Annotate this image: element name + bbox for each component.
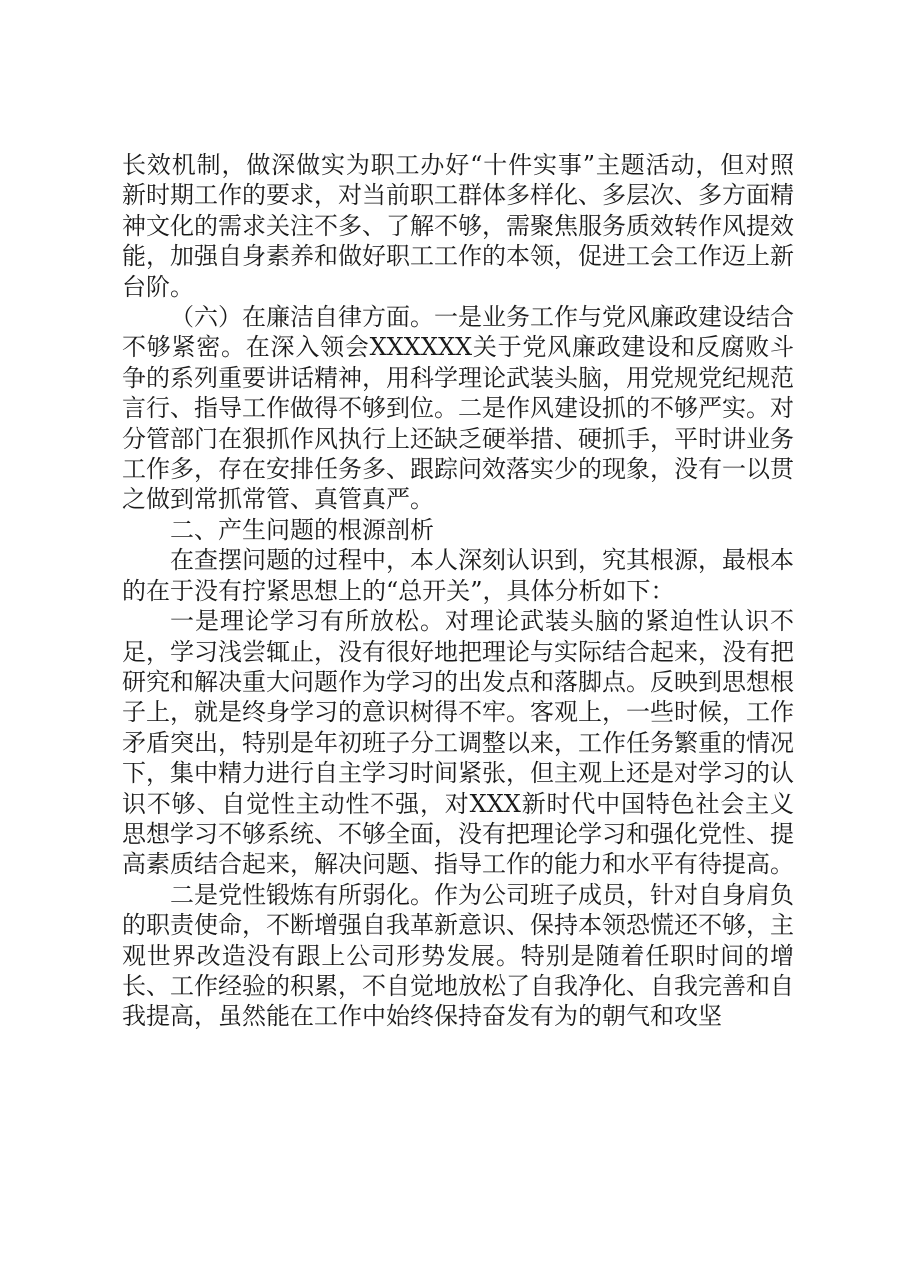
document-body xyxy=(122,150,794,1032)
paragraph-party-spirit: 二是党性锻炼有所弱化。作为公司班子成员，针对自身肩负的职责使命，不断增强自我革新意识、保持本领恐慌还不够，主观世界改造没有跟上公司形势发展。特别是随着任职时间的增长、工作经验的积累，不自觉地放松了自我净化、自我完善和自我提高，虽然能在工作中始终保持奋发有为的朝气和攻坚 xyxy=(122,880,794,1031)
section-heading-root-cause: 二、产生问题的根源剖析 xyxy=(170,515,434,544)
paragraph-root-cause-intro: 在查摆问题的过程中，本人深刻认识到，究其根源，最根本的在于没有拧紧思想上的“总开关”，具体分析如下： xyxy=(122,546,794,605)
paragraph-continuation: 长效机制，做深做实为职工办好“十件实事”主题活动，但对照新时期工作的要求，对当前职工群体多样化、多层次、多方面精神文化的需求关注不多、了解不够，需聚焦服务质效转作风提效能，加强自身素养和做好职工工作的本领，促进工会工作迈上新台阶。 xyxy=(122,151,794,301)
paragraph-theory-study: 一是理论学习有所放松。对理论武装头脑的紧迫性认识不足，学习浅尝辄止，没有很好地把理论与实际结合起来，没有把研究和解决重大问题作为学习的出发点和落脚点。反映到思想根子上，就是终身学习的意识树得不牢。客观上，一些时候，工作矛盾突出，特别是年初班子分工调整以来，工作任务繁重的情况下，集中精力进行自主学习时间紧张，但主观上还是对学习的认识不够、自觉性主动性不强，对XXX新时代中国特色社会主义思想学习不够系统、不够全面，没有把理论学习和强化党性、提高素质结合起来，解决问题、指导工作的能力和水平有待提高。 xyxy=(122,607,794,879)
paragraph-integrity-self-discipline: （六）在廉洁自律方面。一是业务工作与党风廉政建设结合不够紧密。在深入领会XXXXXX关于党风廉政建设和反腐败斗争的系列重要讲话精神，用科学理论武装头脑，用党规党纪规范言行、指导工作做得不够到位。二是作风建设抓的不够严实。对分管部门在狠抓作风执行上还缺乏硬举措、硬抓手，平时讲业务工作多，存在安排任务多、跟踪问效落实少的现象，没有一以贯之做到常抓常管、真管真严。 xyxy=(122,303,794,514)
